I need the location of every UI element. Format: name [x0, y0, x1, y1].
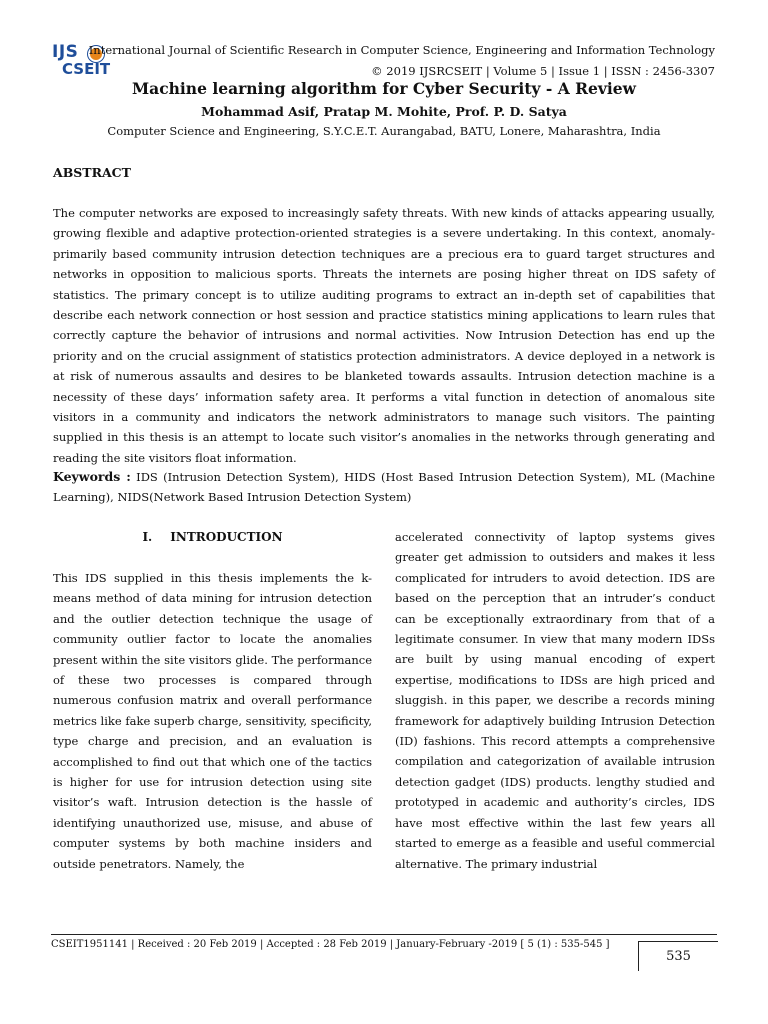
intro-left-column: This IDS supplied in this thesis implements the k-means method of data mining for intrusion detection and the outlier detection technique the usage of community outlier factor to locate the anomalies present within the site visitors glide. The performance of these two processes is compared through numerous confusion matrix and overall performance metrics like fake superb charge, sensitivity, specificity, type charge and precision, and an evaluation is accomplished to find out that which one of the tactics is higher for use for intrusion detection using site visitor’s waft. Intrusion detection is the hassle of identifying unauthorized use, misuse, and abuse of computer systems by both machine insiders and outside penetrators. Namely, the: [53, 571, 372, 871]
logo-text-bottom: CSEIT: [62, 60, 111, 78]
paper-affiliation: Computer Science and Engineering, S.Y.C.E.T. Aurangabad, BATU, Lonere, Maharashtra, India: [107, 124, 661, 138]
page-number: 535: [638, 941, 718, 971]
volume-info: © 2019 IJSRCSEIT | Volume 5 | Issue 1 | ISSN : 2456-3307: [371, 64, 715, 78]
section-number: I.: [142, 530, 153, 544]
section-title: INTRODUCTION: [170, 530, 283, 544]
footer-divider: [51, 934, 717, 935]
section-heading-introduction: [53, 530, 372, 544]
keywords-label: Keywords :: [53, 469, 131, 484]
footer-citation: CSEIT1951141 | Received : 20 Feb 2019 | Accepted : 28 Feb 2019 | January-February -2019 [ 5 (1) : 535-545 ]: [51, 939, 610, 950]
abstract-text: The computer networks are exposed to increasingly safety threats. With new kinds of attacks appearing usually, growing flexible and adaptive protection-oriented strategies is a severe undertaking. In this context, anomaly-primarily based community intrusion detection techniques are a precious era to guard target structures and networks in opposition to malicious sports. Threats the internets are posing higher threat on IDS safety of statistics. The primary concept is to utilize auditing programs to extract an in-depth set of capabilities that describe each network connection or host session and practice statistics mining applications to learn rules that correctly capture the behavior of intrusions and normal activities. Now Intrusion Detection has end up the priority and on the crucial assignment of statistics protection administrators. A device deployed in a network is at risk of numerous assaults and desires to be blanketed towards assaults. Intrusion detection machine is a necessity of these days’ information safety area. It performs a vital function in detection of anomalous site visitors in a community and indicators the network administrators to manage such visitors. The painting supplied in this thesis is an attempt to locate such visitor’s anomalies in the networks through generating and reading the site visitors float information.: [53, 206, 715, 465]
journal-name: International Journal of Scientific Research in Computer Science, Engineering and Information Technology: [88, 43, 715, 57]
intro-right-column: accelerated connectivity of laptop systems gives greater get admission to outsiders and makes it less complicated for intruders to avoid detection. IDS are based on the perception that an intruder’s conduct can be exceptionally extraordinary from that of a legitimate consumer. In view that many modern IDSs are built by using manual encoding of expert expertise, modifications to IDSs are high priced and sluggish. in this paper, we describe a records mining framework for adaptively building Intrusion Detection (ID) fashions. This record attempts a comprehensive compilation and categorization of available intrusion detection gadget (IDS) products. lengthy studied and prototyped in academic and authority’s circles, IDS have most effective within the last few years all started to emerge as a feasible and useful commercial alternative. The primary industrial: [395, 530, 715, 871]
paper-authors: Mohammad Asif, Pratap M. Mohite, Prof. P. D. Satya: [201, 104, 567, 119]
paper-title: Machine learning algorithm for Cyber Security - A Review: [132, 79, 636, 98]
abstract-heading: ABSTRACT: [53, 165, 131, 180]
keywords-paragraph: [53, 467, 715, 508]
logo-text-top: IJS: [52, 42, 79, 62]
keywords-text: IDS (Intrusion Detection System), HIDS (Host Based Intrusion Detection System), ML (Machine Learning), NIDS(Network Based Intrusion Detection System): [53, 470, 716, 505]
